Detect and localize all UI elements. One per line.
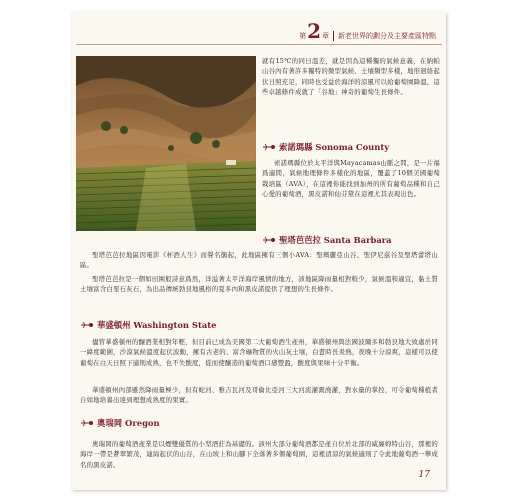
sonoma-paragraph: 索諾瑪縣位於太平洋與Mayacamas山脈之間，是一片福爲適間，氣候地理條件多樣化的地區，覆蓋了10個美國葡萄栽培區（AVA），在這裡你能找到加州的所有葡萄品種和自己心愛的葡萄酒，黑皮諾和仙芬黛在這裡尤其表現出色。 <box>262 159 440 198</box>
grape-vine-ornament-icon <box>80 320 94 330</box>
heading-washington-text: 華盛頓州 Washington State <box>97 320 217 330</box>
vineyard-photo <box>76 56 256 231</box>
washington-paragraph-1: 儘管華盛頓州的釀酒業相對年輕，但目前已成為美國第二大葡萄酒生產州，華盛頓州與法國波爾多和勃艮地大致處於同一緯度範圍，沙漠氣候溫度起伏波動，擁有古老的、富含礦物質的火山灰土壤，白晝時長炎熱，夜晚十分涼爽，這樣可以使葡萄在白天日照下適則成熟，也不失酸度，從而使釀造的葡萄酒口感豐盈，酸度與果味十分平衡。 <box>80 338 438 367</box>
washington-paragraph-2: 華盛頓州內部雖然降雨量極少，但有蛇河、雅吉瓦河及哥倫比亞河三大河流灌溉澆灌，對水量的掌控，可令葡萄種植者自如地培養出達到理想成熟度的果實。 <box>80 386 438 405</box>
santa-barbara-paragraph-1: 聖塔芭芭拉地區因電影《杯酒人生》而聲名鵲起，此地區擁有三個小AVA：聖瑪麗亞山谷、聖伊尼茲谷及聖塔蕾塔山區。 <box>80 251 438 270</box>
header-rule <box>76 44 442 45</box>
heading-santa-barbara <box>262 234 392 246</box>
chapter-title: 新老世界的劃分及主要產區特點 <box>333 31 436 41</box>
running-header <box>299 18 436 42</box>
chapter-number: 2 <box>307 19 321 43</box>
heading-oregon <box>80 417 160 429</box>
heading-sonoma-text: 索諾瑪縣 Sonoma County <box>279 142 390 152</box>
heading-washington <box>80 319 216 331</box>
heading-santa-barbara-text: 聖塔芭芭拉 Santa Barbara <box>279 235 392 245</box>
intro-paragraph: 就有15℃的同日溫差，就是因為這種獨的氣候意義，在納帕山谷內有著許多獨特的微型氣候、土壤類型多樣，地形迥絡起伏日照充足，同時也受益於海洋的涼風可以給葡萄園降溫，這些卓越條件成就了「谷地」神奇的葡萄生長條件。 <box>262 57 440 96</box>
grape-vine-ornament-icon <box>80 418 94 428</box>
grape-vine-ornament-icon <box>262 142 276 152</box>
heading-oregon-text: 奧瑞岡 Oregon <box>97 418 160 428</box>
chapter-suffix: 章 <box>322 32 329 40</box>
santa-barbara-paragraph-2: 聖塔芭芭拉是一個如田園般詩意爲然，洋溢著太平洋海岸風情的地方，該地區降雨量相對較少，氣候溫和適宜，黏土質土壤富含白堊石灰石，為出品傳統勃艮地風格的夏多內和黑皮諾提供了理想的生長條件。 <box>80 275 438 294</box>
heading-sonoma <box>262 141 389 153</box>
book-page <box>72 12 446 490</box>
page-number: 17 <box>418 470 430 480</box>
oregon-paragraph: 奧瑞岡的葡萄酒產業是以煙雙優質的小型酒莊為基礎的。該州大部分葡萄酒都是產自位於北部的威廉姆特山谷，那裡的海岸一帶是蒼翠繁茂，連綿起伏的山谷，在山坡上和山腳下全落著多個葡萄園，這裡清涼的氣候適則了令此地葡萄酒一舉成名的黑皮諾。 <box>80 440 438 469</box>
grape-vine-ornament-icon <box>262 235 276 245</box>
chapter-prefix: 第 <box>299 32 307 40</box>
